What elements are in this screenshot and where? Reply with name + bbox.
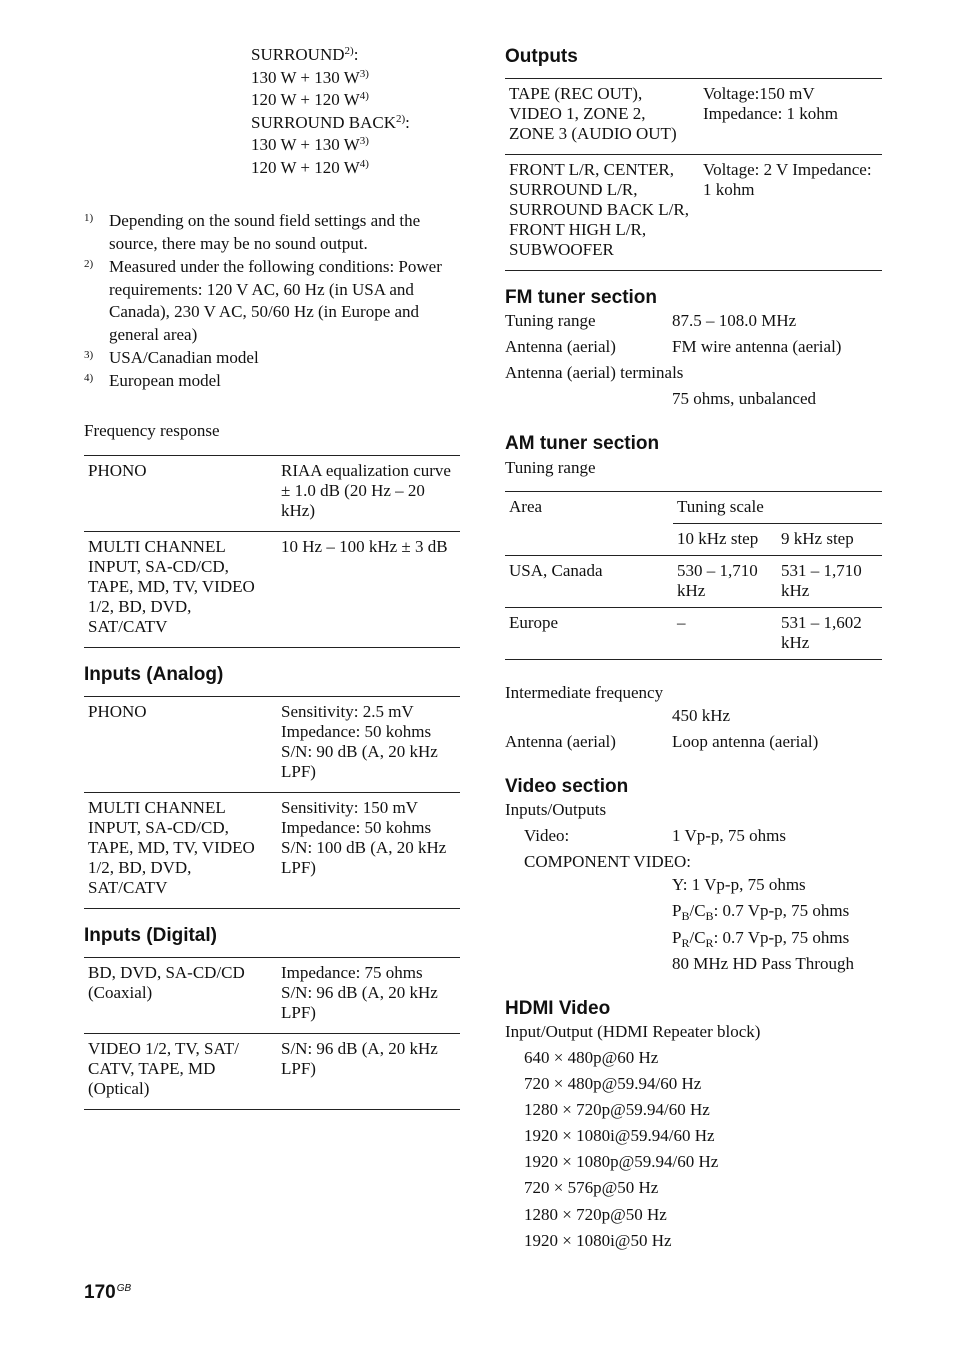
component-pb-value: $P_B/C_B$: 0.7 Vp-p, 75 ohms: [672, 901, 850, 923]
inputs-digital-heading: Inputs (Digital): [84, 925, 217, 946]
outputs-table: [505, 78, 882, 271]
table-cell-value: 10 Hz – 100 kHz ± 3 dB: [277, 532, 460, 648]
hdmi-format: 1280 × 720p@50 Hz: [524, 1205, 667, 1224]
frequency-response-label: Frequency response: [84, 421, 220, 440]
spec-label: Tuning range: [505, 311, 596, 330]
table-cell-9khz: 531 – 1,710 kHz: [777, 556, 882, 608]
am-tuning-range-label: Tuning range: [505, 458, 596, 477]
inputs-digital-table: [84, 957, 460, 1110]
table-cell-value: Sensitivity: 2.5 mV Impedance: 50 kohms S/N: 90 dB (A, 20 kHz LPF): [277, 697, 460, 793]
table-row: [84, 697, 460, 793]
table-row: [505, 155, 882, 271]
table-cell-value: Sensitivity: 150 mV Impedance: 50 kohms S/N: 100 dB (A, 20 kHz LPF): [277, 793, 460, 909]
outputs-heading: Outputs: [505, 46, 578, 67]
footnote-mark: 3): [84, 349, 94, 361]
footnote-text: USA/Canadian model: [109, 348, 259, 367]
am-tuning-table: [505, 491, 882, 660]
footnote: [84, 256, 460, 346]
table-cell-input: MULTI CHANNEL INPUT, SA-CD/CD, TAPE, MD, TV, VIDEO 1/2, BD, DVD, SAT/CATV: [84, 793, 277, 909]
table-cell-input: PHONO: [84, 697, 277, 793]
component-pr-value: $P_R/C_R$: 0.7 Vp-p, 75 ohms: [672, 928, 850, 950]
table-header-area: Area: [505, 492, 673, 556]
table-cell-output: FRONT L/R, CENTER, SURROUND L/R, SURROUND BACK L/R, FRONT HIGH L/R, SUBWOOFER: [505, 155, 699, 271]
footnote: [84, 370, 460, 393]
page-number: $170^{GB}$: [84, 1282, 132, 1303]
table-cell-value: S/N: 96 dB (A, 20 kHz LPF): [277, 1034, 460, 1110]
spec-value: Loop antenna (aerial): [672, 732, 819, 751]
spec-value: 87.5 – 108.0 MHz: [672, 311, 797, 330]
table-cell-10khz: 530 – 1,710 kHz: [673, 556, 777, 608]
surround-line: 120 W + 120 $W^{4)}$: [251, 90, 369, 110]
table-cell-value: Impedance: 75 ohms S/N: 96 dB (A, 20 kHz LPF): [277, 958, 460, 1034]
hdmi-format: 1920 × 1080i@50 Hz: [524, 1231, 672, 1250]
spec-value: FM wire antenna (aerial): [672, 337, 842, 356]
surround-back-line: SURROUND BACK$^{2)}$:: [251, 112, 410, 132]
footnote-mark: 2): [84, 258, 94, 270]
table-cell-area: Europe: [505, 608, 673, 660]
table-cell-10khz: –: [673, 608, 777, 660]
hdmi-format: 1920 × 1080i@59.94/60 Hz: [524, 1126, 715, 1145]
table-cell-input: VIDEO 1/2, TV, SAT/ CATV, TAPE, MD (Optical): [84, 1034, 277, 1110]
table-cell-input: BD, DVD, SA-CD/CD (Coaxial): [84, 958, 277, 1034]
component-video-label: COMPONENT VIDEO:: [524, 852, 692, 871]
footnote-mark: 1): [84, 212, 94, 224]
hdmi-format: 1280 × 720p@59.94/60 Hz: [524, 1100, 710, 1119]
video-value: 1 Vp-p, 75 ohms: [672, 826, 786, 845]
component-y-value: Y: 1 Vp-p, 75 ohms: [672, 875, 806, 894]
footnote-mark: 4): [84, 372, 94, 384]
table-cell-value: Voltage: 2 V Impedance: 1 kohm: [699, 155, 882, 271]
table-header-9khz: 9 kHz step: [777, 524, 882, 556]
table-cell-value: RIAA equalization curve ± 1.0 dB (20 Hz – 20 kHz): [277, 456, 460, 532]
table-row: [505, 79, 882, 155]
table-cell-area: USA, Canada: [505, 556, 673, 608]
surround-line: 130 W + 130 $W^{3)}$: [251, 67, 369, 87]
inputs-analog-heading: Inputs (Analog): [84, 664, 224, 685]
table-cell-value: Voltage:150 mV Impedance: 1 kohm: [699, 79, 882, 155]
table-row: [84, 456, 460, 532]
footnote: [84, 210, 460, 255]
spec-label: Antenna (aerial): [505, 732, 616, 751]
am-if-label: Intermediate frequency: [505, 683, 664, 702]
table-header-row: [505, 492, 882, 524]
table-row: [84, 793, 460, 909]
hdmi-format: 720 × 576p@50 Hz: [524, 1178, 659, 1197]
am-if-value: 450 kHz: [672, 706, 731, 725]
am-antenna: [505, 731, 819, 754]
table-row: [84, 1034, 460, 1110]
spec-label: Antenna (aerial): [505, 337, 616, 356]
footnote-text: Depending on the sound field settings and the source, there may be no sound output.: [109, 211, 421, 253]
video-label: Video:: [524, 826, 570, 845]
table-cell-output: TAPE (REC OUT), VIDEO 1, ZONE 2, ZONE 3 (AUDIO OUT): [505, 79, 699, 155]
hdmi-heading: HDMI Video: [505, 998, 611, 1019]
fm-antenna-terminals-value: 75 ohms, unbalanced: [672, 389, 816, 408]
table-header-scale: Tuning scale: [673, 492, 882, 524]
table-header-10khz: 10 kHz step: [673, 524, 777, 556]
footnote-text: European model: [109, 371, 221, 390]
hdmi-format: 720 × 480p@59.94/60 Hz: [524, 1074, 702, 1093]
table-row: [84, 958, 460, 1034]
table-cell-input: MULTI CHANNEL INPUT, SA-CD/CD, TAPE, MD, TV, VIDEO 1/2, BD, DVD, SAT/CATV: [84, 532, 277, 648]
surround-line: SURROUND$^{2)}$:: [251, 45, 359, 64]
table-cell-9khz: 531 – 1,602 kHz: [777, 608, 882, 660]
hdmi-format: 640 × 480p@60 Hz: [524, 1048, 659, 1067]
footnote: [84, 347, 460, 370]
component-hd-value: 80 MHz HD Pass Through: [672, 954, 854, 973]
surround-power-block: [251, 44, 410, 180]
surround-back-line: 120 W + 120 $W^{4)}$: [251, 157, 369, 177]
surround-back-line: 130 W + 130 $W^{3)}$: [251, 135, 369, 155]
fm-tuner-heading: FM tuner section: [505, 287, 658, 308]
fm-antenna: [505, 336, 842, 359]
table-row: [84, 532, 460, 648]
hdmi-io-label: Input/Output (HDMI Repeater block): [505, 1022, 761, 1041]
inputs-analog-table: [84, 696, 460, 909]
frequency-response-table: [84, 455, 460, 648]
fm-tuning-range: [505, 310, 797, 333]
footnote-text: Measured under the following conditions: Power requirements: 120 V AC, 60 Hz (in USA and Canada), 230 V AC, 50/60 Hz (in Europe and general area): [109, 257, 442, 344]
table-row: [505, 556, 882, 608]
table-cell-input: PHONO: [84, 456, 277, 532]
video-heading: Video section: [505, 776, 629, 797]
video-io-label: Inputs/Outputs: [505, 800, 607, 819]
table-row: [505, 608, 882, 660]
hdmi-format: 1920 × 1080p@59.94/60 Hz: [524, 1152, 719, 1171]
am-tuner-heading: AM tuner section: [505, 433, 660, 454]
fm-antenna-terminals-label: Antenna (aerial) terminals: [505, 363, 684, 382]
